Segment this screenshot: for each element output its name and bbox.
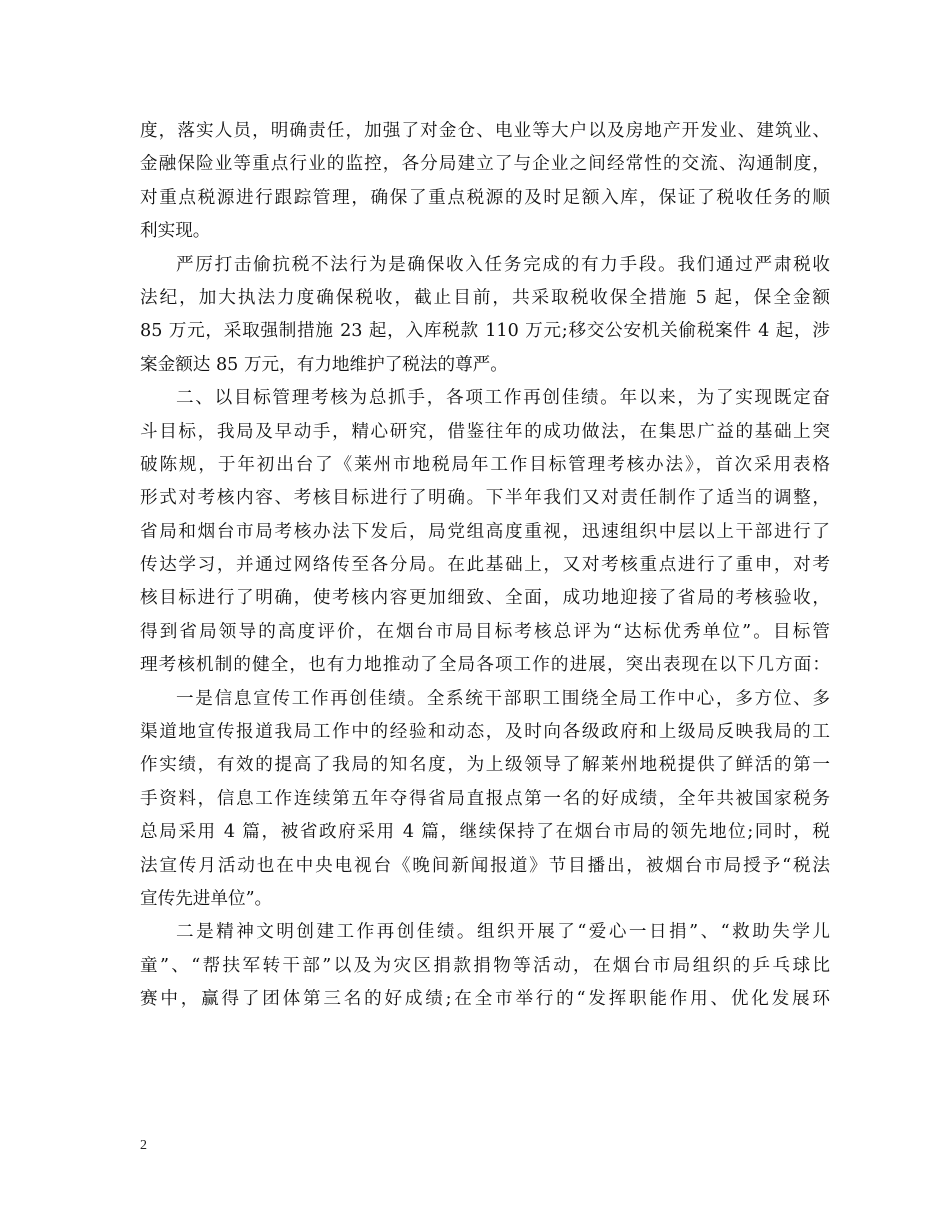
text-line: 核目标进行了明确，使考核内容更加细致、全面，成功地迎接了省局的考核验收， — [140, 588, 830, 609]
text-line: 总局采用 4 篇，被省政府采用 4 篇，继续保持了在烟台市局的领先地位;同时，税 — [140, 822, 830, 843]
text-line: 破陈规，于年初出台了《莱州市地税局年工作目标管理考核办法》，首次采用表格 — [140, 454, 830, 475]
text-line: 85 万元，采取强制措施 23 起，入库税款 110 万元;移交公安机关偷税案件 4 起，涉 — [140, 321, 830, 342]
text-line: 省局和烟台市局考核办法下发后，局党组高度重视，迅速组织中层以上干部进行了 — [140, 521, 830, 542]
document-body — [140, 115, 830, 1017]
text-line: 一是信息宣传工作再创佳绩。全系统干部职工围绕全局工作中心，多方位、多 — [176, 688, 830, 709]
text-line: 作实绩，有效的提高了我局的知名度，为上级领导了解莱州地税提供了鲜活的第一 — [140, 755, 830, 776]
text-line: 渠道地宣传报道我局工作中的经验和动态，及时向各级政府和上级局反映我局的工 — [140, 722, 830, 743]
text-line: 二、以目标管理考核为总抓手，各项工作再创佳绩。年以来，为了实现既定奋 — [176, 388, 830, 409]
text-line: 法宣传月活动也在中央电视台《晚间新闻报道》节目播出，被烟台市局授予“税法 — [140, 855, 830, 876]
text-line: 传达学习，并通过网络传至各分局。在此基础上，又对考核重点进行了重申，对考 — [140, 555, 830, 576]
text-line: 对重点税源进行跟踪管理，确保了重点税源的及时足额入库，保证了税收任务的顺 — [140, 187, 830, 208]
text-line: 案金额达 85 万元，有力地维护了税法的尊严。 — [140, 354, 508, 375]
text-line: 手资料，信息工作连续第五年夺得省局直报点第一名的好成绩，全年共被国家税务 — [140, 788, 830, 809]
text-line: 童”、“帮扶军转干部”以及为灾区捐款捐物等活动，在烟台市局组织的乒乓球比 — [140, 955, 830, 976]
text-line: 利实现。 — [140, 221, 211, 242]
text-line: 理考核机制的健全，也有力地推动了全局各项工作的进展，突出表现在以下几方面： — [140, 655, 830, 676]
text-line: 形式对考核内容、考核目标进行了明确。下半年我们又对责任制作了适当的调整， — [140, 488, 830, 509]
page-number: 2 — [140, 1138, 147, 1153]
text-line: 金融保险业等重点行业的监控，各分局建立了与企业之间经常性的交流、沟通制度， — [140, 154, 830, 175]
text-line: 度，落实人员，明确责任，加强了对金仓、电业等大户以及房地产开发业、建筑业、 — [140, 121, 830, 141]
text-line: 二是精神文明创建工作再创佳绩。组织开展了“爱心一日捐”、“救助失学儿 — [176, 922, 830, 943]
text-line: 法纪，加大执法力度确保税收，截止目前，共采取税收保全措施 5 起，保全金额 — [140, 287, 830, 308]
text-line: 严厉打击偷抗税不法行为是确保收入任务完成的有力手段。我们通过严肃税收 — [176, 254, 830, 275]
text-line: 宣传先进单位”。 — [140, 888, 273, 909]
text-line: 斗目标，我局及早动手，精心研究，借鉴往年的成功做法，在集思广益的基础上突 — [140, 421, 830, 442]
text-line: 赛中，赢得了团体第三名的好成绩;在全市举行的“发挥职能作用、优化发展环 — [140, 989, 830, 1010]
text-line: 得到省局领导的高度评价，在烟台市局目标考核总评为“达标优秀单位”。目标管 — [140, 621, 830, 642]
